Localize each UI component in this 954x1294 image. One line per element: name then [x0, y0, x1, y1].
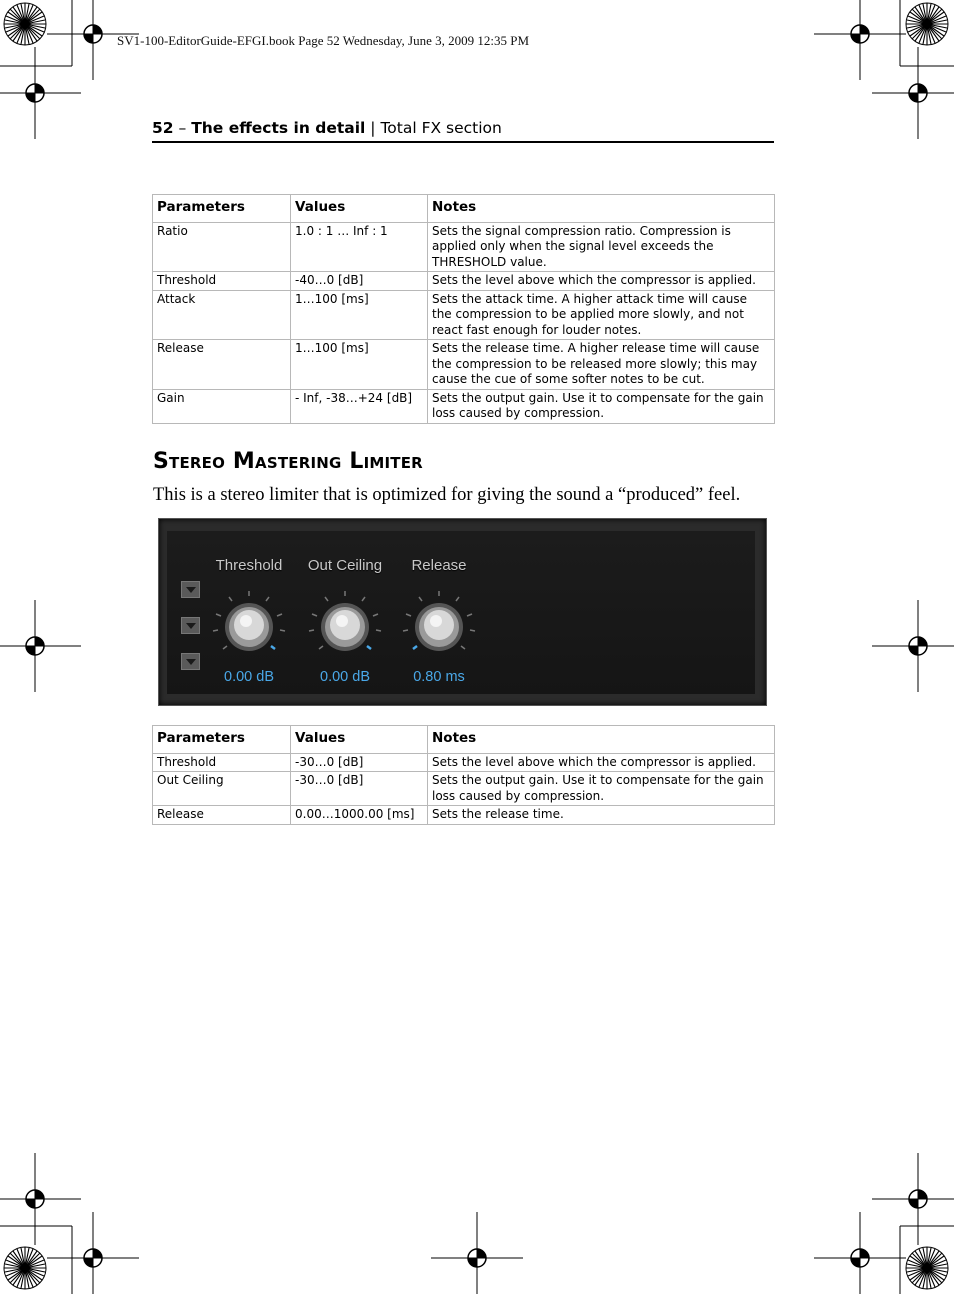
table-header: Notes — [428, 195, 775, 223]
release-knob-label: Release — [411, 557, 467, 574]
table-cell: 0.00…1000.00 [ms] — [291, 806, 428, 825]
release-knob[interactable] — [399, 587, 479, 667]
limiter-plugin-panel — [158, 518, 767, 706]
dropdown-arrow-icon[interactable] — [181, 653, 200, 670]
table-cell: Ratio — [153, 222, 291, 272]
panel-background — [167, 531, 755, 694]
table-row — [153, 290, 775, 340]
table-cell: Release — [153, 806, 291, 825]
table-cell: 1.0 : 1 … Inf : 1 — [291, 222, 428, 272]
section-title: Stereo Mastering Limiter — [153, 449, 423, 474]
compressor-parameters-table — [152, 194, 775, 424]
table-cell: Attack — [153, 290, 291, 340]
print-line: SV1-100-EditorGuide-EFGI.book Page 52 Wednesday, June 3, 2009 12:35 PM — [117, 33, 530, 48]
table-cell: -30…0 [dB] — [291, 772, 428, 806]
dropdown-arrow-icon[interactable] — [181, 581, 200, 598]
table-row — [153, 340, 775, 390]
dropdown-arrow-icon[interactable] — [181, 617, 200, 634]
table-cell: - Inf, -38…+24 [dB] — [291, 389, 428, 423]
table-header-row — [153, 195, 775, 223]
table-cell: Sets the signal compression ratio. Compression is applied only when the signal level exceeds the THRESHOLD value. — [428, 222, 775, 272]
table-header: Parameters — [153, 195, 291, 223]
table-row — [153, 772, 775, 806]
header-divider: | — [365, 119, 381, 137]
table-cell: Sets the release time. A higher release time will cause the compression to be released more slowly; this may cause the cue of some softer notes to be cut. — [428, 340, 775, 390]
table-row — [153, 389, 775, 423]
table-cell: 1…100 [ms] — [291, 290, 428, 340]
table-row — [153, 272, 775, 291]
page-number: 52 — [152, 119, 174, 137]
intro-paragraph: This is a stereo limiter that is optimized for giving the sound a “produced” feel. — [153, 485, 741, 505]
table-cell: Sets the output gain. Use it to compensate for the gain loss caused by compression. — [428, 389, 775, 423]
header-separator: – — [173, 119, 192, 137]
table-cell: Sets the level above which the compressor is applied. — [428, 753, 775, 772]
table-row — [153, 806, 775, 825]
table-cell: Gain — [153, 389, 291, 423]
threshold-knob-label: Threshold — [215, 557, 283, 574]
table-cell: 1…100 [ms] — [291, 340, 428, 390]
table-cell: -40…0 [dB] — [291, 272, 428, 291]
table-header: Parameters — [153, 726, 291, 754]
table-cell: Threshold — [153, 753, 291, 772]
out-ceiling-knob[interactable] — [305, 587, 385, 667]
threshold-knob[interactable] — [209, 587, 289, 667]
table-header: Values — [291, 195, 428, 223]
table-header: Notes — [428, 726, 775, 754]
table-header: Values — [291, 726, 428, 754]
out-ceiling-knob-label: Out Ceiling — [307, 557, 383, 574]
table-cell: Threshold — [153, 272, 291, 291]
table-header-row — [153, 726, 775, 754]
table-cell: Release — [153, 340, 291, 390]
table-cell: Sets the level above which the compressor is applied. — [428, 272, 775, 291]
table-cell: Sets the output gain. Use it to compensate for the gain loss caused by compression. — [428, 772, 775, 806]
limiter-parameters-table — [152, 725, 775, 825]
table-row — [153, 222, 775, 272]
release-value: 0.80 ms — [413, 669, 465, 685]
table-cell: -30…0 [dB] — [291, 753, 428, 772]
section-name: Total FX section — [380, 119, 502, 137]
out-ceiling-value: 0.00 dB — [320, 669, 370, 685]
threshold-value: 0.00 dB — [224, 669, 274, 685]
chapter-title: The effects in detail — [191, 119, 366, 137]
table-row — [153, 753, 775, 772]
table-cell: Sets the attack time. A higher attack time will cause the compression to be applied more slowly, and not react fast enough for louder notes. — [428, 290, 775, 340]
table-cell: Sets the release time. — [428, 806, 775, 825]
table-cell: Out Ceiling — [153, 772, 291, 806]
page-header — [152, 119, 774, 143]
